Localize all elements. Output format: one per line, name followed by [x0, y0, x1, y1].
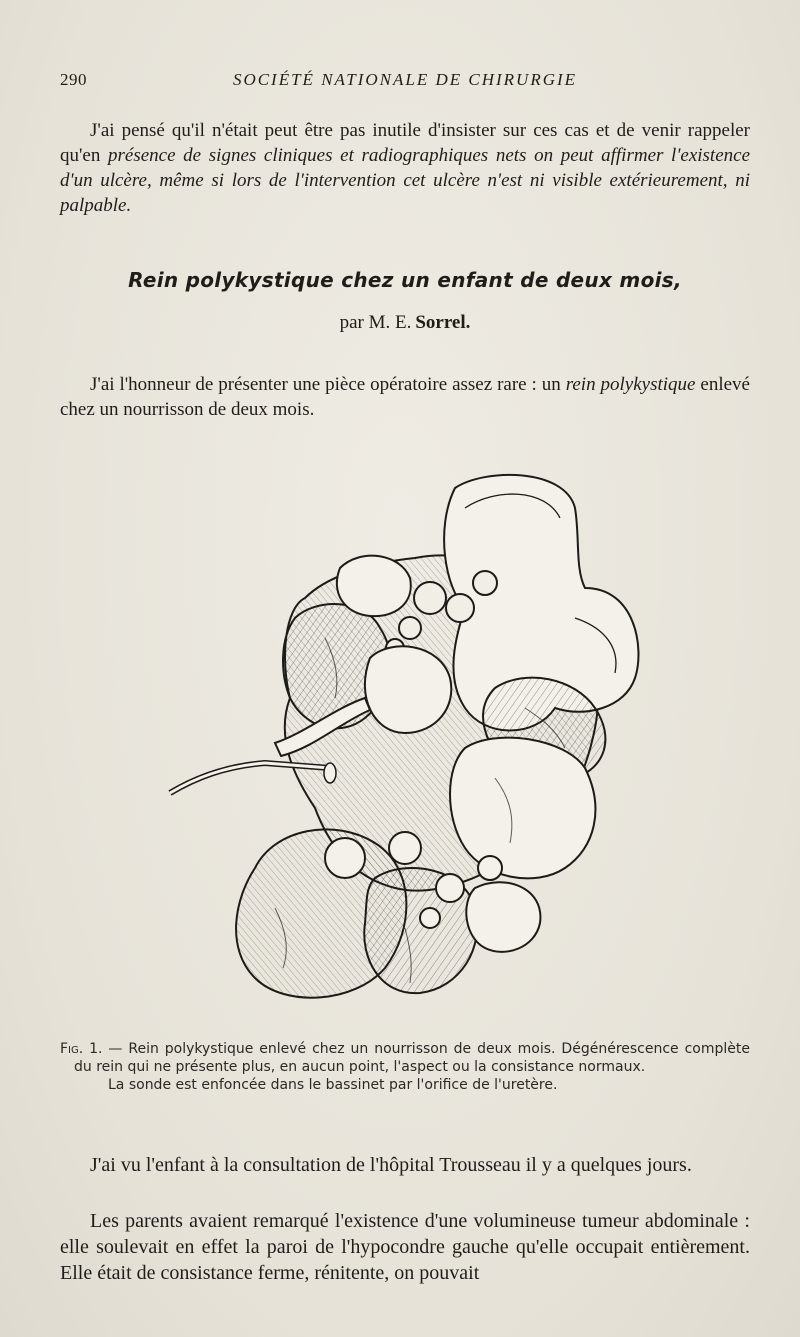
- page-number: 290: [60, 70, 87, 89]
- intro-paragraph: [60, 118, 750, 218]
- figure-caption: [60, 1040, 750, 1094]
- intro-text: J'ai pensé qu'il n'était peut être pas inutile d'insister sur ces cas et de venir rappeler qu'en: [60, 120, 750, 166]
- caption-secondary: La sonde est enfoncée dans le bassinet par l'orifice de l'uretère.: [108, 1077, 558, 1093]
- cyst-center: [365, 646, 451, 733]
- page-header: [60, 70, 750, 96]
- caption-text: — Rein polykystique enlevé chez un nourrisson de deux mois. Dégénérescence complète du rein qui ne présente plus, en aucun point, l'aspect ou la consistance normaux.: [74, 1041, 750, 1075]
- caption-label: Fig. 1.: [60, 1041, 103, 1057]
- consultation-paragraph: J'ai vu l'enfant à la consultation de l'hôpital Trousseau il y a quelques jours.: [90, 1154, 692, 1176]
- cyst-right-bottom: [466, 882, 540, 952]
- presentation-paragraph: [60, 372, 750, 422]
- caption-main: [60, 1040, 750, 1076]
- presentation-italic-text: rein polykystique: [565, 374, 696, 395]
- running-title: SOCIÉTÉ NATIONALE DE CHIRURGIE: [232, 70, 578, 89]
- byline-prefix: par M. E.: [339, 312, 412, 333]
- polycystic-kidney-drawing: [165, 448, 645, 1028]
- intro-italic-text: présence de signes cliniques et radiographiques nets on peut affirmer l'existence d'un ulcère, même si lors de l'intervention cet ulcère n'est ni visible extérieurement, ni palpable.: [60, 145, 750, 216]
- presentation-text-a: J'ai l'honneur de présenter une pièce opératoire assez rare : un: [90, 374, 566, 395]
- parents-paragraph: Les parents avaient remarqué l'existence d'une volumineuse tumeur abdominale : elle soulevait en effet la paroi de l'hypocondre gauche qu'elle occupait entièrement. Elle était de consistance ferme, rénitente, on pouvait: [60, 1210, 750, 1284]
- presentation-text-b: enlevé chez un nourrisson de deux mois.: [60, 374, 750, 420]
- cyst-left-small: [337, 556, 411, 617]
- kidney-illustration: [165, 448, 645, 1028]
- byline: [60, 312, 750, 334]
- cyst-right-lower: [450, 738, 595, 879]
- byline-author: Sorrel.: [415, 312, 471, 333]
- article-title: Rein polykystique chez un enfant de deux mois,: [128, 268, 682, 292]
